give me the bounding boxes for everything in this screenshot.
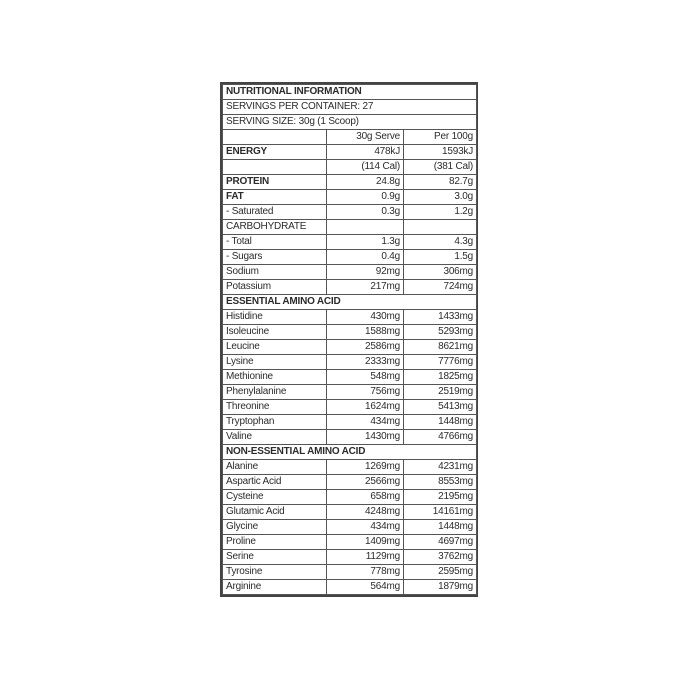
table-row	[223, 580, 477, 595]
title-row	[223, 85, 477, 100]
value-per100: 5293mg	[404, 325, 477, 340]
value-per100: 3762mg	[404, 550, 477, 565]
nutrient-label: Tryptophan	[223, 415, 327, 430]
nutrient-label: Glutamic Acid	[223, 505, 327, 520]
nutrient-label: Tyrosine	[223, 565, 327, 580]
serving-size-row	[223, 115, 477, 130]
header-serve: 30g Serve	[327, 130, 404, 145]
value-per100: 7776mg	[404, 355, 477, 370]
value-serve: 2333mg	[327, 355, 404, 370]
value-per100: 1.2g	[404, 205, 477, 220]
energy-cal-row	[223, 160, 477, 175]
value-serve: 1129mg	[327, 550, 404, 565]
nutrient-label: Potassium	[223, 280, 327, 295]
table-row	[223, 190, 477, 205]
value-serve: 1430mg	[327, 430, 404, 445]
table-title: NUTRITIONAL INFORMATION	[223, 85, 477, 100]
nutrient-label: - Saturated	[223, 205, 327, 220]
table-row	[223, 175, 477, 190]
nutrient-label: - Total	[223, 235, 327, 250]
table-row	[223, 235, 477, 250]
value-per100: 82.7g	[404, 175, 477, 190]
table-row	[223, 520, 477, 535]
value-serve: 1624mg	[327, 400, 404, 415]
energy-kj-serve: 478kJ	[327, 145, 404, 160]
value-serve: 0.3g	[327, 205, 404, 220]
nutrient-label: Histidine	[223, 310, 327, 325]
nutrient-label: Sodium	[223, 265, 327, 280]
value-per100: 4231mg	[404, 460, 477, 475]
nutrient-label: Aspartic Acid	[223, 475, 327, 490]
table-row	[223, 205, 477, 220]
nutrient-label: Methionine	[223, 370, 327, 385]
value-per100: 4.3g	[404, 235, 477, 250]
nonessential-amino-label: NON-ESSENTIAL AMINO ACID	[223, 445, 477, 460]
table-row	[223, 280, 477, 295]
table-row	[223, 505, 477, 520]
value-per100: 724mg	[404, 280, 477, 295]
table-row	[223, 550, 477, 565]
value-serve: 564mg	[327, 580, 404, 595]
header-blank	[223, 130, 327, 145]
blank-cell	[327, 220, 404, 235]
table-row	[223, 340, 477, 355]
value-per100: 2195mg	[404, 490, 477, 505]
table-row	[223, 265, 477, 280]
value-serve: 2586mg	[327, 340, 404, 355]
value-serve: 1409mg	[327, 535, 404, 550]
value-per100: 1448mg	[404, 520, 477, 535]
nutrient-label: Lysine	[223, 355, 327, 370]
energy-cal-100: (381 Cal)	[404, 160, 477, 175]
nutrient-label: Serine	[223, 550, 327, 565]
table-row	[223, 565, 477, 580]
table-row	[223, 415, 477, 430]
energy-cal-blank	[223, 160, 327, 175]
header-per100: Per 100g	[404, 130, 477, 145]
nutrient-label: PROTEIN	[223, 175, 327, 190]
value-per100: 5413mg	[404, 400, 477, 415]
value-serve: 1.3g	[327, 235, 404, 250]
table-row	[223, 475, 477, 490]
value-serve: 1269mg	[327, 460, 404, 475]
nutrition-table	[222, 84, 477, 595]
energy-cal-serve: (114 Cal)	[327, 160, 404, 175]
value-per100: 2519mg	[404, 385, 477, 400]
value-per100: 8621mg	[404, 340, 477, 355]
energy-label: ENERGY	[223, 145, 327, 160]
value-serve: 434mg	[327, 520, 404, 535]
table-row	[223, 250, 477, 265]
servings-row	[223, 100, 477, 115]
essential-amino-label-row	[223, 295, 477, 310]
value-serve: 548mg	[327, 370, 404, 385]
value-serve: 756mg	[327, 385, 404, 400]
value-serve: 434mg	[327, 415, 404, 430]
table-row	[223, 460, 477, 475]
table-row	[223, 355, 477, 370]
carbohydrate-label: CARBOHYDRATE	[223, 220, 327, 235]
value-serve: 1588mg	[327, 325, 404, 340]
servings-per-container: SERVINGS PER CONTAINER: 27	[223, 100, 477, 115]
value-serve: 2566mg	[327, 475, 404, 490]
carbohydrate-label-row	[223, 220, 477, 235]
value-per100: 1825mg	[404, 370, 477, 385]
table-row	[223, 400, 477, 415]
nonessential-amino-label-row	[223, 445, 477, 460]
value-per100: 1433mg	[404, 310, 477, 325]
value-per100: 306mg	[404, 265, 477, 280]
value-serve: 430mg	[327, 310, 404, 325]
value-per100: 1879mg	[404, 580, 477, 595]
value-per100: 1.5g	[404, 250, 477, 265]
value-serve: 92mg	[327, 265, 404, 280]
nutrient-label: Valine	[223, 430, 327, 445]
table-row	[223, 370, 477, 385]
serving-size: SERVING SIZE: 30g (1 Scoop)	[223, 115, 477, 130]
table-row	[223, 385, 477, 400]
essential-amino-label: ESSENTIAL AMINO ACID	[223, 295, 477, 310]
value-per100: 14161mg	[404, 505, 477, 520]
value-serve: 4248mg	[327, 505, 404, 520]
nutrient-label: Cysteine	[223, 490, 327, 505]
value-per100: 1448mg	[404, 415, 477, 430]
nutrient-label: Leucine	[223, 340, 327, 355]
column-header-row	[223, 130, 477, 145]
table-row	[223, 325, 477, 340]
nutrient-label: Threonine	[223, 400, 327, 415]
nutrient-label: Glycine	[223, 520, 327, 535]
value-per100: 4697mg	[404, 535, 477, 550]
energy-row	[223, 145, 477, 160]
nutrition-panel	[220, 82, 478, 597]
table-row	[223, 310, 477, 325]
table-row	[223, 535, 477, 550]
nutrient-label: - Sugars	[223, 250, 327, 265]
blank-cell	[404, 220, 477, 235]
value-serve: 24.8g	[327, 175, 404, 190]
nutrient-label: Isoleucine	[223, 325, 327, 340]
value-serve: 0.9g	[327, 190, 404, 205]
value-per100: 8553mg	[404, 475, 477, 490]
table-row	[223, 430, 477, 445]
value-serve: 217mg	[327, 280, 404, 295]
table-row	[223, 490, 477, 505]
nutrient-label: Proline	[223, 535, 327, 550]
energy-kj-100: 1593kJ	[404, 145, 477, 160]
value-serve: 778mg	[327, 565, 404, 580]
nutrient-label: Phenylalanine	[223, 385, 327, 400]
nutrient-label: Alanine	[223, 460, 327, 475]
value-serve: 658mg	[327, 490, 404, 505]
value-per100: 2595mg	[404, 565, 477, 580]
value-per100: 3.0g	[404, 190, 477, 205]
nutrient-label: Arginine	[223, 580, 327, 595]
value-serve: 0.4g	[327, 250, 404, 265]
value-per100: 4766mg	[404, 430, 477, 445]
nutrient-label: FAT	[223, 190, 327, 205]
